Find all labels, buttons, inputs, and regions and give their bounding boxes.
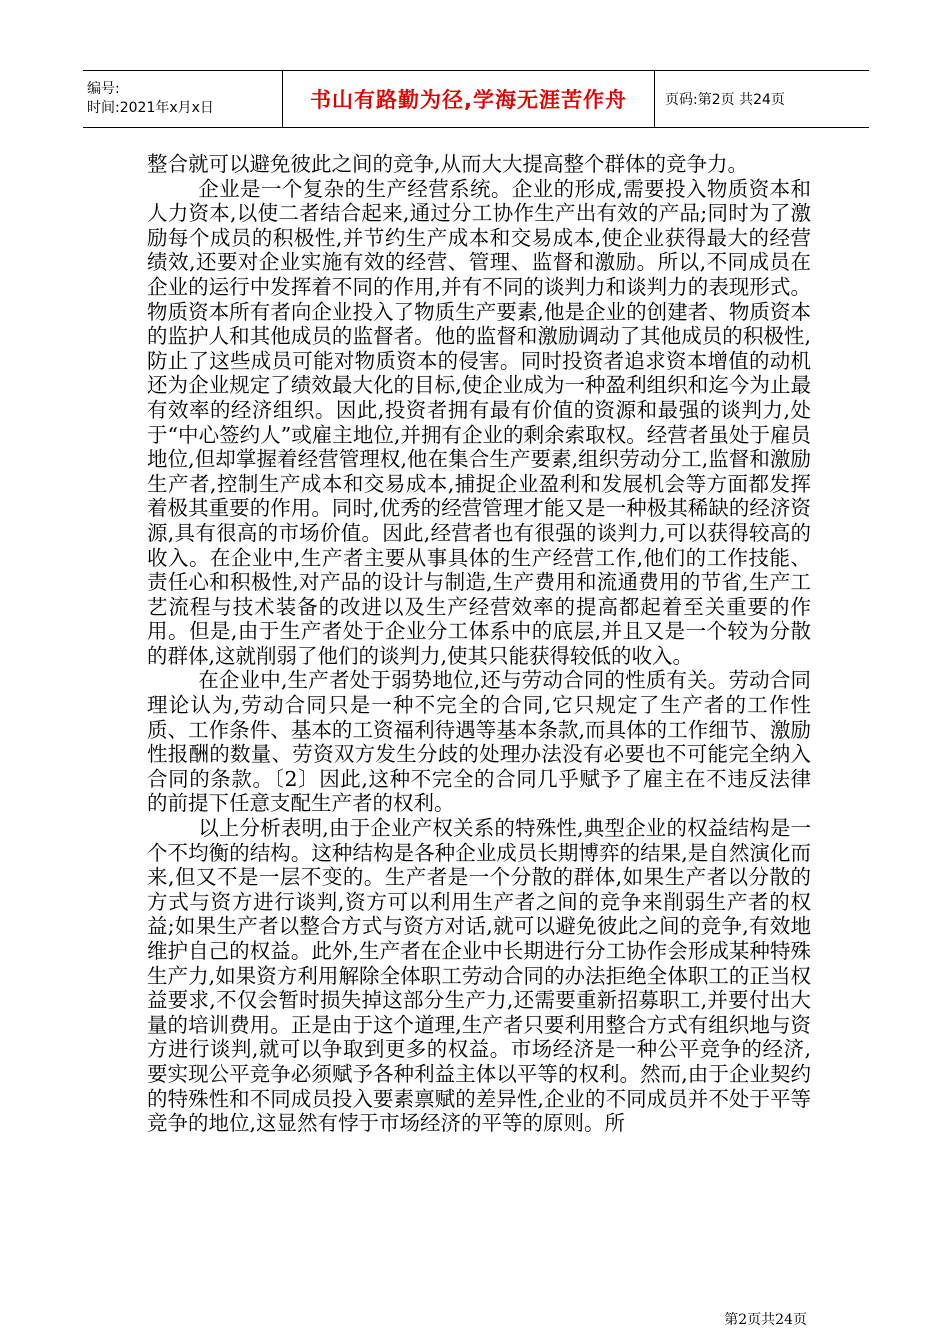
document-number-label: 编号: [87,81,120,97]
document-body [147,152,811,1136]
paragraph: 以上分析表明,由于企业产权关系的特殊性,典型企业的权益结构是一个不均衡的结构。这种结构是各种企业成员长期博弈的结果,是自然演化而来,但又不是一层不变的。生产者是一个分散的群体,如果生产者以分散的方式与资方进行谈判,资方可以利用生产者之间的竞争来削弱生产者的权益;如果生产者以整合方式与资方对话,就可以避免彼此之间的竞争,有效地维护自己的权益。此外,生产者在企业中长期进行分工协作会形成某种特殊生产力,如果资方利用解除全体职工劳动合同的办法拒绝全体职工的正当权益要求,不仅会暂时损失掉这部分生产力,还需要重新招募职工,并要付出大量的培训费用。正是由于这个道理,生产者只要利用整合方式有组织地与资方进行谈判,就可以争取到更多的权益。市场经济是一种公平竞争的经济,要实现公平竞争必须赋予各种利益主体以平等的权利。然而,由于企业契约的特殊性和不同成员投入要素禀赋的差异性,企业的不同成员并不处于平等竞争的地位,这显然有悖于市场经济的平等的原则。所 [147,816,811,1136]
header-motto: 书山有路勤为径,学海无涯苦作舟 [310,88,627,112]
header-motto-cell [283,71,655,127]
paragraph-continuation: 整合就可以避免彼此之间的竞争,从而大大提高整个群体的竞争力。 [147,152,749,176]
header-page-number: 页码:第2页 共24页 [665,92,785,108]
page-header [83,70,869,128]
header-meta [83,71,283,127]
page-footer: 第2页共24页 [724,1312,807,1328]
paragraph: 企业是一个复杂的生产经营系统。企业的形成,需要投入物质资本和人力资本,以使二者结合起来,通过分工协作生产出有效的产品;同时为了激励每个成员的积极性,并节约生产成本和交易成本,使企业获得最大的经营绩效,还要对企业实施有效的经营、管理、监督和激励。所以,不同成员在企业的运行中发挥着不同的作用,并有不同的谈判力和谈判力的表现形式。物质资本所有者向企业投入了物质生产要素,他是企业的创建者、物质资本的监护人和其他成员的监督者。他的监督和激励调动了其他成员的积极性,防止了这些成员可能对物质资本的侵害。同时投资者追求资本增值的动机还为企业规定了绩效最大化的目标,使企业成为一种盈利组织和迄今为止最有效率的经济组织。因此,投资者拥有最有价值的资源和最强的谈判力,处于“中心签约人”或雇主地位,并拥有企业的剩余索取权。经营者虽处于雇员地位,但却掌握着经营管理权,他在集合生产要素,组织劳动分工,监督和激励生产者,控制生产成本和交易成本,捕捉企业盈利和发展机会等方面都发挥着极其重要的作用。同时,优秀的经营管理才能又是一种极其稀缺的经济资源,具有很高的市场价值。因此,经营者也有很强的谈判力,可以获得较高的收入。在企业中,生产者主要从事具体的生产经营工作,他们的工作技能、责任心和积极性,对产品的设计与制造,生产费用和流通费用的节省,生产工艺流程与技术装备的改进以及生产经营效率的提高都起着至关重要的作用。但是,由于生产者处于企业分工体系中的底层,并且又是一个较为分散的群体,这就削弱了他们的谈判力,使其只能获得较低的收入。 [147,176,811,668]
document-time-label: 时间:2021年x月x日 [87,100,214,116]
header-page-cell [655,71,869,127]
paragraph: 在企业中,生产者处于弱势地位,还与劳动合同的性质有关。劳动合同理论认为,劳动合同只是一种不完全的合同,它只规定了生产者的工作性质、工作条件、基本的工资福利待遇等基本条款,而具体的工作细节、激励性报酬的数量、劳资双方发生分歧的处理办法没有必要也不可能完全纳入合同的条款。〔2〕因此,这种不完全的合同几乎赋予了雇主在不违反法律的前提下任意支配生产者的权利。 [147,668,811,816]
